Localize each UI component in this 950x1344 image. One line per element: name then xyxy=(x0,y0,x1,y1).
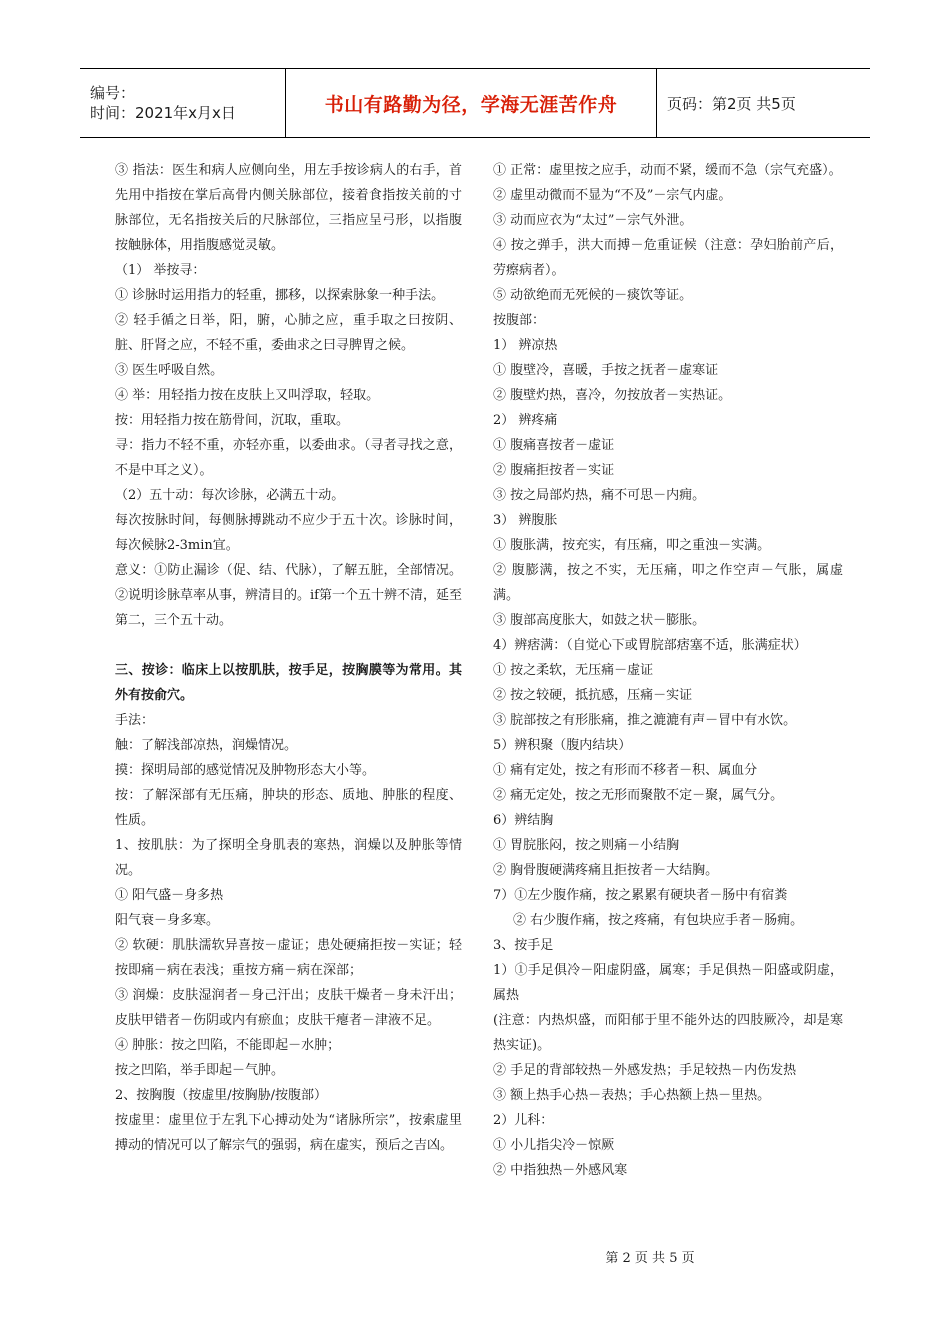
paragraph: 4）辨痞满：（自觉心下或胃脘部痞塞不适，胀满症状） xyxy=(493,638,807,653)
paragraph: ④ 按之弹手，洪大而搏－危重证候（注意：孕妇胎前产后，劳瘵病者）。 xyxy=(493,238,843,278)
header-meta xyxy=(80,69,285,137)
paragraph: 3） 辨腹胀 xyxy=(493,513,558,528)
paragraph: 1） 辨凉热 xyxy=(493,338,558,353)
paragraph: 意义：①防止漏诊（促、结、代脉），了解五脏，全部情况。②说明诊脉草率从事，辨清目的。if第一个五十辨不清，延至第二，三个五十动。 xyxy=(115,563,462,628)
paragraph: 每次按脉时间，每侧脉搏跳动不应少于五十次。诊脉时间，每次候脉2-3min宜。 xyxy=(115,513,462,553)
paragraph: ① 按之柔软，无压痛－虚证 xyxy=(493,663,654,678)
paragraph: 2、按胸腹（按虚里/按胸胁/按腹部） xyxy=(115,1088,328,1103)
header-motto: 书山有路勤为径，学海无涯苦作舟 xyxy=(285,69,657,137)
paragraph: ① 正常：虚里按之应手，动而不紧，缓而不急（宗气充盛）。 xyxy=(493,163,842,178)
paragraph: ② 腹痛拒按者－实证 xyxy=(493,463,615,478)
paragraph: ② 轻手循之日举，阳，腑，心肺之应，重手取之曰按阴、脏、肝肾之应，不轻不重，委曲求之曰寻脾胃之候。 xyxy=(115,313,462,353)
number-label: 编号： xyxy=(90,84,136,102)
paragraph: ② 腹壁灼热，喜冷，勿按放者－实热证。 xyxy=(493,388,732,403)
paragraph: ④ 肿胀：按之凹陷，不能即起－水肿； xyxy=(115,1038,341,1053)
paragraph: 2）儿科： xyxy=(493,1113,554,1128)
paragraph: ① 诊脉时运用指力的轻重，挪移，以探索脉象一种手法。 xyxy=(115,288,445,303)
paragraph: 触：了解浅部凉热，润燥情况。 xyxy=(115,738,298,753)
paragraph: ① 胃脘胀闷，按之则痛－小结胸 xyxy=(493,838,680,853)
paragraph: 手法： xyxy=(115,713,155,728)
paragraph: ② 软硬：肌肤濡软异喜按－虚证；患处硬痛拒按－实证；轻按即痛－病在表浅；重按方痛－病在深部； xyxy=(115,938,462,978)
paragraph: （2）五十动：每次诊脉，必满五十动。 xyxy=(115,488,345,503)
paragraph: ⑤ 动欲绝而无死候的－痰饮等证。 xyxy=(493,288,693,303)
paragraph: ③ 润燥：皮肤湿润者－身己汗出；皮肤干燥者－身未汗出；皮肤甲错者－伤阴或内有瘀血；皮肤干瘪者－津液不足。 xyxy=(115,988,462,1028)
paragraph: （1） 举按寻： xyxy=(115,263,206,278)
paragraph: 按：了解深部有无压痛，肿块的形态、质地、肿胀的程度、性质。 xyxy=(115,788,462,828)
paragraph: ① 痛有定处，按之有形而不移者－积、属血分 xyxy=(493,763,758,778)
paragraph: ② 中指独热－外感风寒 xyxy=(493,1163,628,1178)
page-header xyxy=(80,68,870,138)
paragraph: ① 腹胀满，按充实，有压痛，叩之重浊－实满。 xyxy=(493,538,771,553)
paragraph: ③ 脘部按之有形胀痛，推之漉漉有声－冒中有水饮。 xyxy=(493,713,797,728)
left-column xyxy=(115,158,462,1158)
paragraph: ② 手足的背部较热－外感发热；手足较热－内伤发热 xyxy=(493,1063,797,1078)
paragraph: 按虚里：虚里位于左乳下心搏动处为“诸脉所宗”，按索虚里搏动的情况可以了解宗气的强弱，病在虚实，预后之吉凶。 xyxy=(115,1113,462,1153)
paragraph: 1、按肌肤：为了探明全身肌表的寒热，润燥以及肿胀等情况。 xyxy=(115,838,462,878)
paragraph: ② 腹膨满，按之不实，无压痛，叩之作空声－气胀，属虚满。 xyxy=(493,563,843,603)
paragraph: 3、按手足 xyxy=(493,938,554,953)
paragraph: ② 痛无定处，按之无形而聚散不定－聚，属气分。 xyxy=(493,788,784,803)
paragraph: 5）辨积聚（腹内结块） xyxy=(493,738,632,753)
paragraph: ③ 动而应衣为“太过”－宗气外泄。 xyxy=(493,213,693,228)
paragraph: ③ 指法：医生和病人应侧向坐，用左手按诊病人的右手，首先用中指按在掌后高骨内侧关脉部位，接着食指按关前的寸脉部位，无名指按关后的尺脉部位，三指应呈弓形，以指腹按触脉体，用指腹感觉灵敏。 xyxy=(115,163,462,253)
paragraph: ④ 举：用轻指力按在皮肤上又叫浮取，轻取。 xyxy=(115,388,380,403)
time-label: 时间：2021年x月x日 xyxy=(90,104,236,122)
paragraph: ① 腹痛喜按者－虚证 xyxy=(493,438,615,453)
paragraph: 按腹部： xyxy=(493,313,546,328)
paragraph: ② 右少腹作痛，按之疼痛，有包块应手者－肠痈。 xyxy=(513,913,804,928)
paragraph: ① 小儿指尖冷－惊厥 xyxy=(493,1138,615,1153)
paragraph: 摸：探明局部的感觉情况及肿物形态大小等。 xyxy=(115,763,376,778)
right-column xyxy=(493,158,843,1183)
paragraph: 阳气衰－身多寒。 xyxy=(115,913,220,928)
paragraph: 按：用轻指力按在筋骨间，沉取，重取。 xyxy=(115,413,350,428)
paragraph: ① 腹壁冷，喜暖，手按之抚者－虚寒证 xyxy=(493,363,719,378)
paragraph: 1）①手足俱冷－阳虚阴盛，属寒；手足俱热－阳盛或阴虚，属热 xyxy=(493,963,843,1003)
paragraph: ③ 医生呼吸自然。 xyxy=(115,363,224,378)
header-page-info: 页码：第2页 共5页 xyxy=(667,94,796,113)
paragraph: 6）辨结胸 xyxy=(493,813,554,828)
paragraph: (注意：内热炽盛，而阳郁于里不能外达的四肢厥冷，却是寒热实证)。 xyxy=(493,1013,843,1053)
paragraph: ② 胸骨腹硬满疼痛且拒按者－大结胸。 xyxy=(493,863,719,878)
paragraph: ① 阳气盛－身多热 xyxy=(115,888,224,903)
section-heading-palpation: 三、按诊：临床上以按肌肤，按手足，按胸膜等为常用。其外有按俞穴。 xyxy=(115,663,462,703)
paragraph: ③ 额上热手心热－表热；手心热额上热－里热。 xyxy=(493,1088,771,1103)
paragraph: ② 按之较硬，抵抗感，压痛－实证 xyxy=(493,688,693,703)
paragraph: ③ 按之局部灼热，痛不可思－内痈。 xyxy=(493,488,706,503)
paragraph: 7）①左少腹作痛，按之累累有硬块者－肠中有宿粪 xyxy=(493,888,788,903)
paragraph: 寻：指力不轻不重，亦轻亦重，以委曲求。（寻者寻找之意，不是中耳之义）。 xyxy=(115,438,462,478)
paragraph: ③ 腹部高度胀大，如鼓之状－膨胀。 xyxy=(493,613,706,628)
paragraph: 2） 辨疼痛 xyxy=(493,413,558,428)
paragraph: ② 虚里动微而不显为“不及”－宗气内虚。 xyxy=(493,188,732,203)
page-footer: 第 2 页 共 5 页 xyxy=(605,1251,695,1266)
paragraph: 按之凹陷，举手即起－气肿。 xyxy=(115,1063,285,1078)
